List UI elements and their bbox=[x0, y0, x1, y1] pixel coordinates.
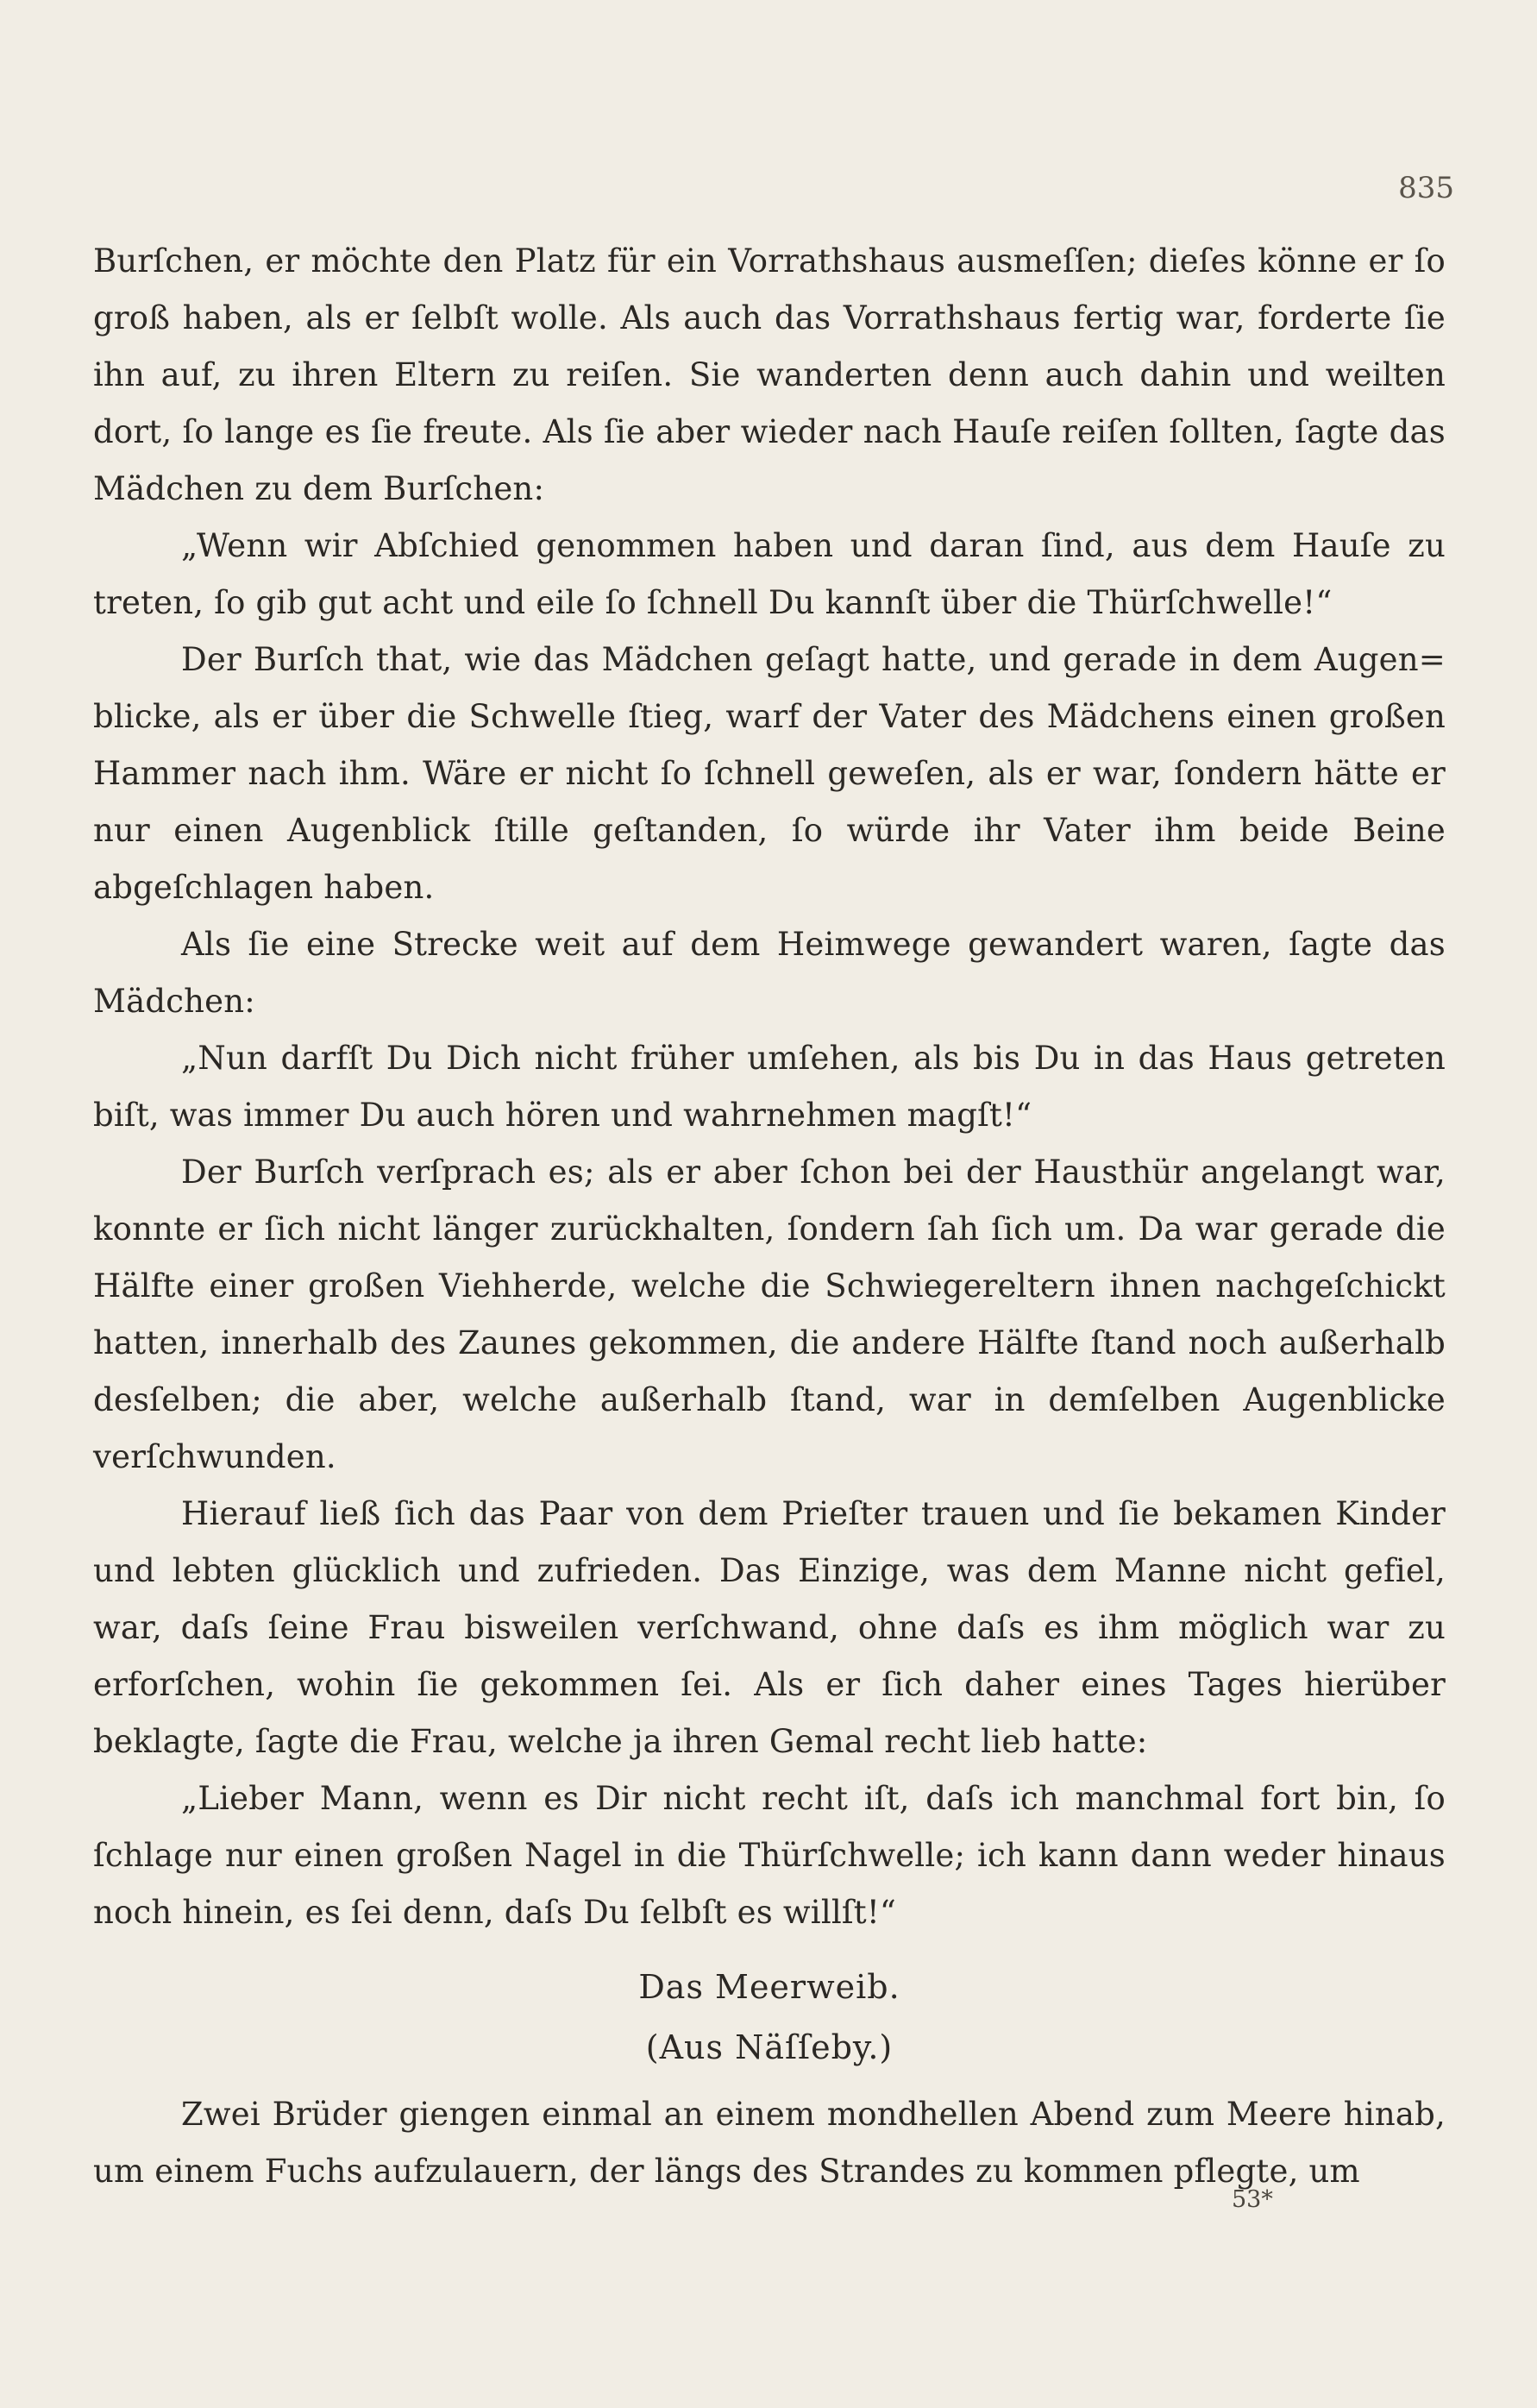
page-number: 835 bbox=[1398, 171, 1454, 205]
section-title: Das Meerweib. bbox=[638, 1968, 900, 2006]
paragraph: Hierauf ließ ſich das Paar von dem Prieſter trauen und ſie bekamen Kinder und lebten glücklich und zufrieden. Das Einzige, was dem Manne nicht gefiel, war, daſs ſeine Frau bisweilen verſchwand, ohne daſs es ihm möglich war zu erforſchen, wohin ſie gekommen ſei. Als er ſich daher eines Tages hierüber beklagte, ſagte die Frau, welche ja ihren Gemal recht lieb hatte: bbox=[93, 1495, 1446, 1760]
paragraph: „Wenn wir Abſchied genommen haben und daran ſind, aus dem Hauſe zu treten, ſo gib gut acht und eile ſo ſchnell Du kannſt über die Thürſchwelle!“ bbox=[93, 527, 1446, 621]
body-text bbox=[93, 233, 1446, 2200]
paragraph: „Lieber Mann, wenn es Dir nicht recht iſt, daſs ich manchmal fort bin, ſo ſchlage nur einen großen Nagel in die Thürſchwelle; ich kann dann weder hinaus noch hinein, es ſei denn, daſs Du ſelbſt es willſt!“ bbox=[93, 1780, 1446, 1931]
section-subtitle: (Aus Näſſeby.) bbox=[645, 2028, 894, 2066]
paragraph: „Nun darfſt Du Dich nicht früher umſehen, als bis Du in das Haus getreten biſt, was immer Du auch hören und wahrnehmen magſt!“ bbox=[93, 1040, 1446, 1134]
signature-mark: 53* bbox=[1232, 2186, 1273, 2213]
paragraph: Burſchen, er möchte den Platz für ein Vorrathshaus ausmeſſen; dieſes könne er ſo groß haben, als er ſelbſt wolle. Als auch das Vorrathshaus fertig war, forderte ſie ihn auf, zu ihren Eltern zu reiſen. Sie wanderten denn auch dahin und weilten dort, ſo lange es ſie freute. Als ſie aber wieder nach Hauſe reiſen ſollten, ſagte das Mädchen zu dem Burſchen: bbox=[93, 242, 1446, 507]
paragraph: Der Burſch verſprach es; als er aber ſchon bei der Hausthür angelangt war, konnte er ſich nicht länger zurückhalten, ſondern ſah ſich um. Da war gerade die Hälfte einer großen Viehherde, welche die Schwiegereltern ihnen nachgeſchickt hatten, innerhalb des Zaunes gekommen, die andere Hälfte ſtand noch außerhalb desſelben; die aber, welche außerhalb ſtand, war in demſelben Augenblicke verſchwunden. bbox=[93, 1154, 1446, 1475]
paragraph: Der Burſch that, wie das Mädchen geſagt hatte, und gerade in dem Augen= blicke, als er über die Schwelle ſtieg, warf der Vater des Mädchens einen großen Hammer nach ihm. Wäre er nicht ſo ſchnell geweſen, als er war, ſondern hätte er nur einen Augenblick ſtille geſtanden, ſo würde ihr Vater ihm beide Beine abgeſchlagen haben. bbox=[93, 641, 1446, 906]
paragraph: Zwei Brüder giengen einmal an einem mondhellen Abend zum Meere hinab, um einem Fuchs aufzulauern, der längs des Strandes zu kommen pflegte, um bbox=[93, 2096, 1446, 2190]
paragraph: Als ſie eine Strecke weit auf dem Heimwege gewandert waren, ſagte das Mädchen: bbox=[93, 926, 1446, 1020]
